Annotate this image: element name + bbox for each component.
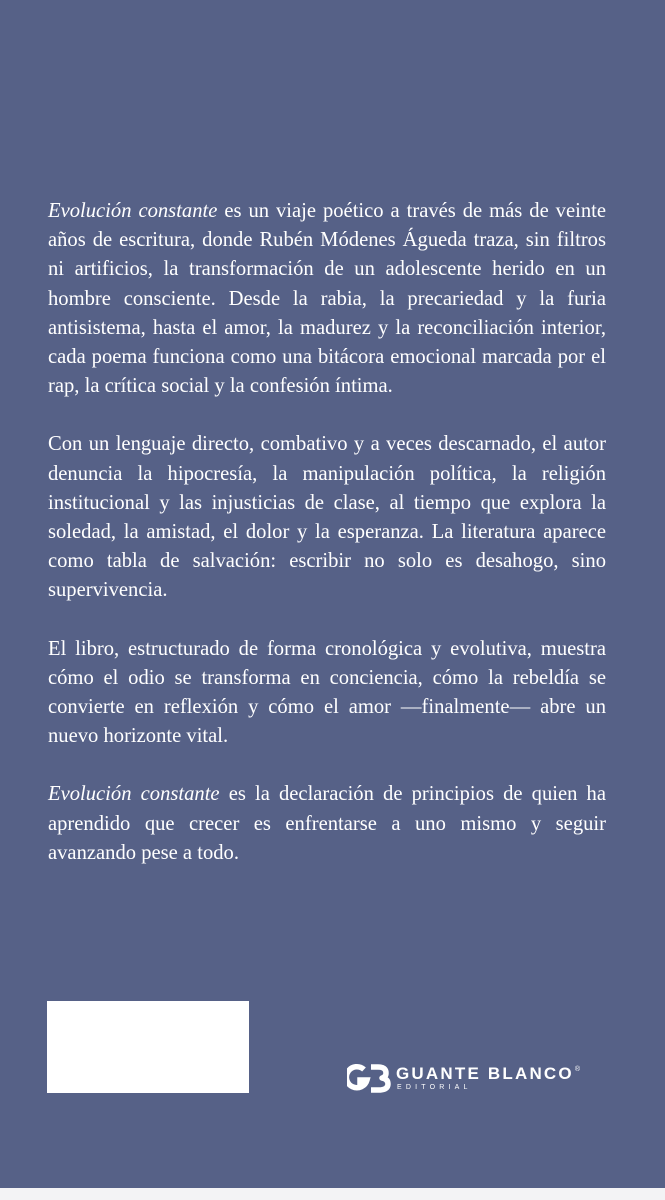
publisher-wordmark (396, 1065, 580, 1092)
paragraph-text: Con un lenguaje directo, combativo y a veces descarnado, el autor denuncia la hipocresía, la manipulación política, la religión institucional y las injusticias de clase, al tiempo que explora la soledad, la amistad, el dolor y la esperanza. La literatura aparece como tabla de salvación: escribir no solo es desahogo, sino supervivencia. (48, 433, 606, 602)
synopsis-paragraph-2 (48, 430, 606, 605)
book-title-italic: Evolución constante (48, 783, 220, 806)
publisher-name: GUANTE BLANCO (396, 1063, 574, 1083)
publisher-name-line (396, 1065, 580, 1083)
publisher-subtitle: EDITORIAL (397, 1083, 472, 1091)
barcode-placeholder (47, 1001, 249, 1093)
paragraph-text: es un viaje poético a través de más de veinte años de escritura, donde Rubén Módenes Águeda traza, sin filtros ni artificios, la transformación de un adolescente herido en un hombre consciente. Desde la rabia, la precariedad y la furia antisistema, hasta el amor, la madurez y la reconciliación interior, cada poema funciona como una bitácora emocional marcada por el rap, la crítica social y la confesión íntima. (48, 200, 606, 398)
registered-mark: ® (574, 1065, 580, 1073)
synopsis-paragraph-4 (48, 780, 606, 868)
synopsis-paragraph-1 (48, 197, 606, 401)
book-title-italic: Evolución constante (48, 200, 218, 222)
gb-monogram-icon (347, 1062, 391, 1094)
paragraph-text: es la declaración de principios de quien ha aprendido que crecer es enfrentarse a uno mismo y seguir avanzando pese a todo. (48, 783, 606, 864)
synopsis-paragraph-3 (48, 635, 606, 752)
paragraph-text: El libro, estructurado de forma cronológica y evolutiva, muestra cómo el odio se transforma en conciencia, cómo la rebeldía se convierte en reflexión y cómo el amor —finalmente— abre un nuevo horizonte vital. (48, 637, 606, 748)
publisher-logo (347, 1062, 580, 1094)
synopsis (48, 197, 606, 868)
